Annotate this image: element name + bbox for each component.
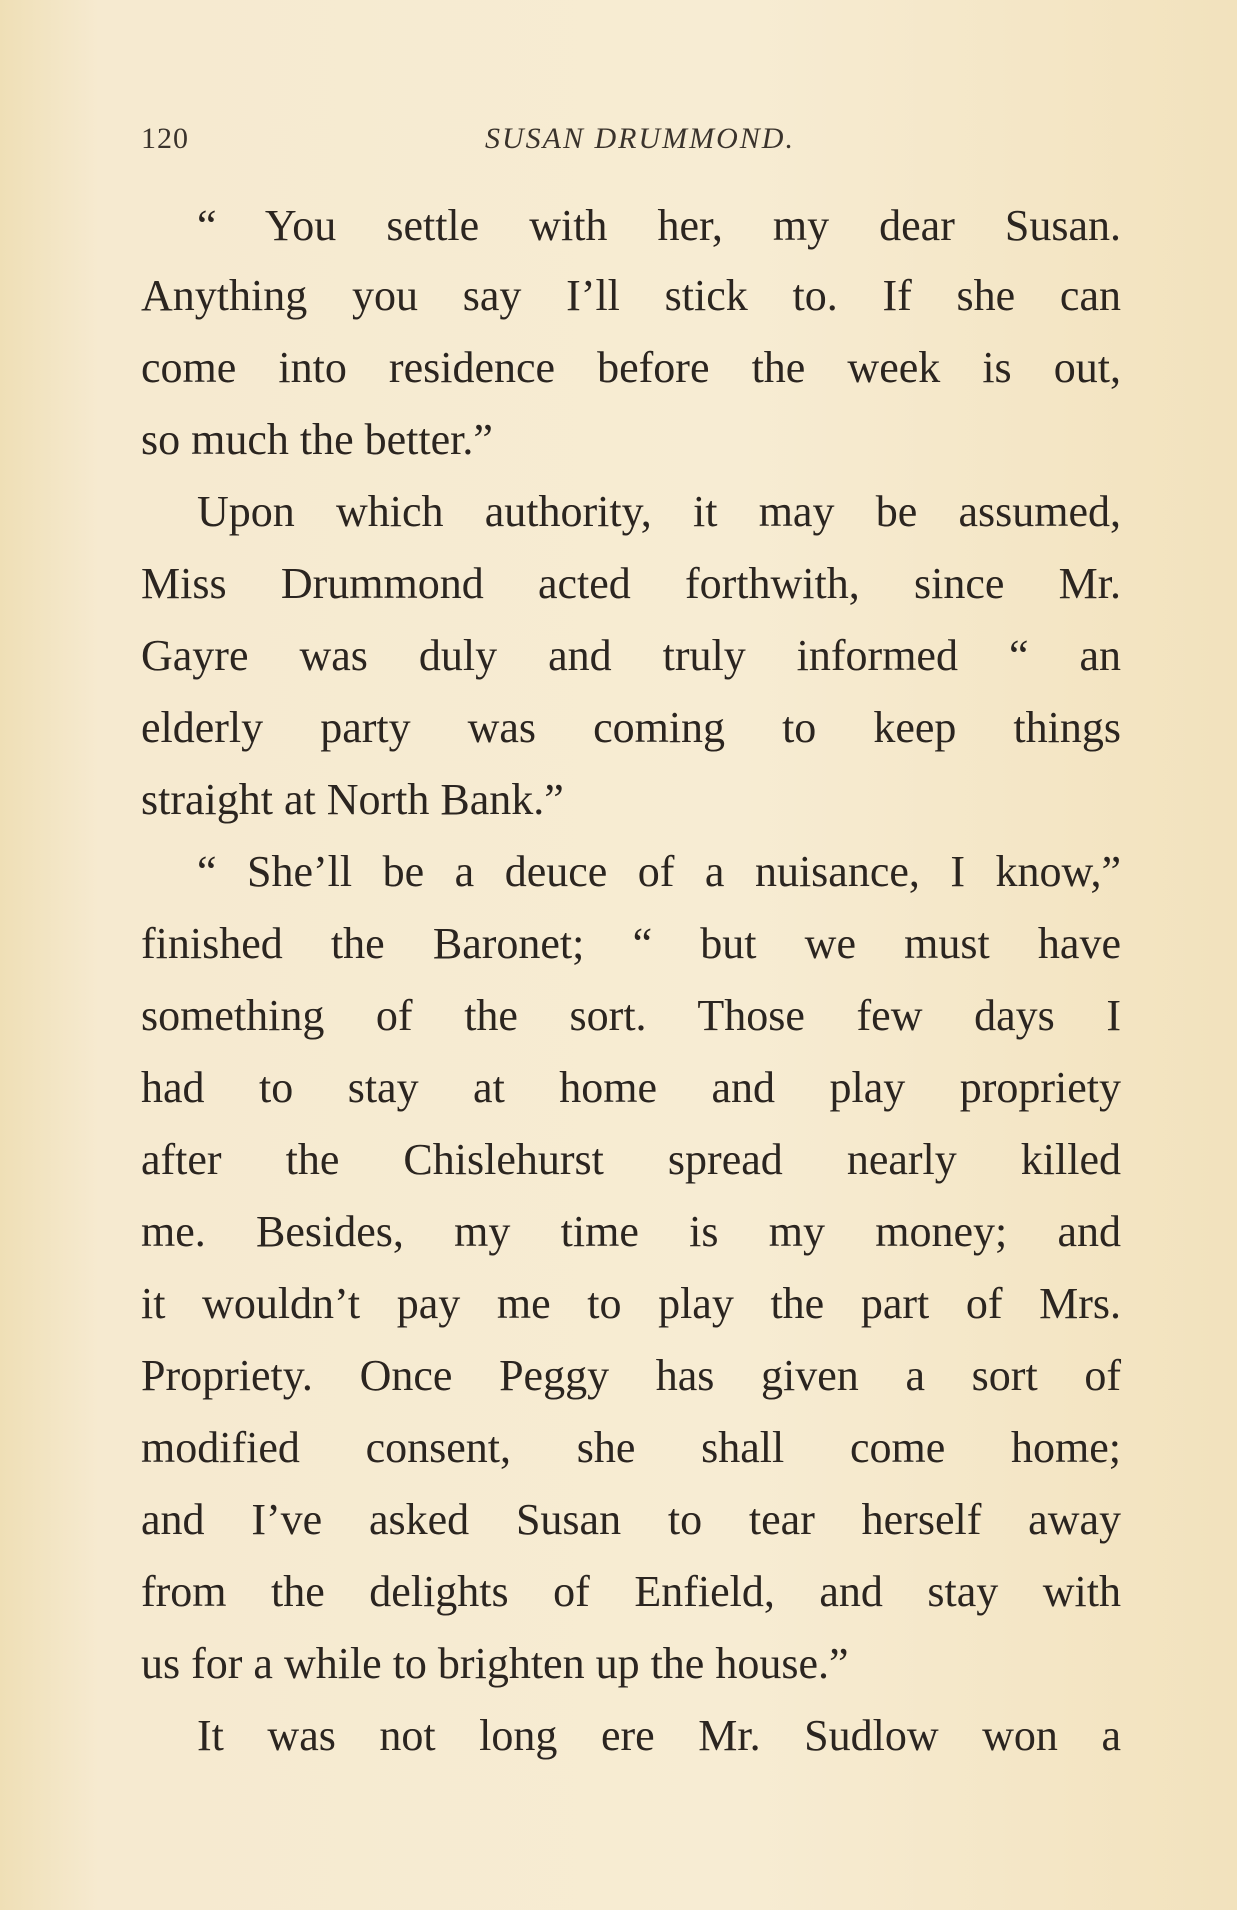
text-line: it wouldn’t pay me to play the part of Mrs. xyxy=(141,1279,1121,1328)
text-line: had to stay at home and play propriety xyxy=(141,1063,1121,1112)
text-line: come into residence before the week is out, xyxy=(141,343,1121,392)
text-line: finished the Baronet; “ but we must have xyxy=(141,919,1121,968)
text-line: “ She’ll be a deuce of a nuisance, I know,” xyxy=(197,847,1121,896)
page-header xyxy=(141,122,1101,162)
text-line: modified consent, she shall come home; xyxy=(141,1423,1121,1472)
text-line: Anything you say I’ll stick to. If she can xyxy=(141,271,1121,320)
text-line: elderly party was coming to keep things xyxy=(141,703,1121,752)
text-line: and I’ve asked Susan to tear herself away xyxy=(141,1495,1121,1544)
text-line: Gayre was duly and truly informed “ an xyxy=(141,631,1121,680)
page-number: 120 xyxy=(141,122,189,155)
running-title: SUSAN DRUMMOND. xyxy=(485,122,795,155)
text-line: something of the sort. Those few days I xyxy=(141,991,1121,1040)
text-line: us for a while to brighten up the house.” xyxy=(141,1639,849,1688)
text-line: straight at North Bank.” xyxy=(141,775,564,824)
text-line: after the Chislehurst spread nearly killed xyxy=(141,1135,1121,1184)
text-line: me. Besides, my time is my money; and xyxy=(141,1207,1121,1256)
text-line: so much the better.” xyxy=(141,415,493,464)
text-line: from the delights of Enfield, and stay with xyxy=(141,1567,1121,1616)
text-line: “ You settle with her, my dear Susan. xyxy=(197,201,1121,250)
text-line: Upon which authority, it may be assumed, xyxy=(197,487,1121,536)
text-line: Propriety. Once Peggy has given a sort of xyxy=(141,1351,1121,1400)
text-line: It was not long ere Mr. Sudlow won a xyxy=(197,1711,1121,1760)
text-line: Miss Drummond acted forthwith, since Mr. xyxy=(141,559,1121,608)
